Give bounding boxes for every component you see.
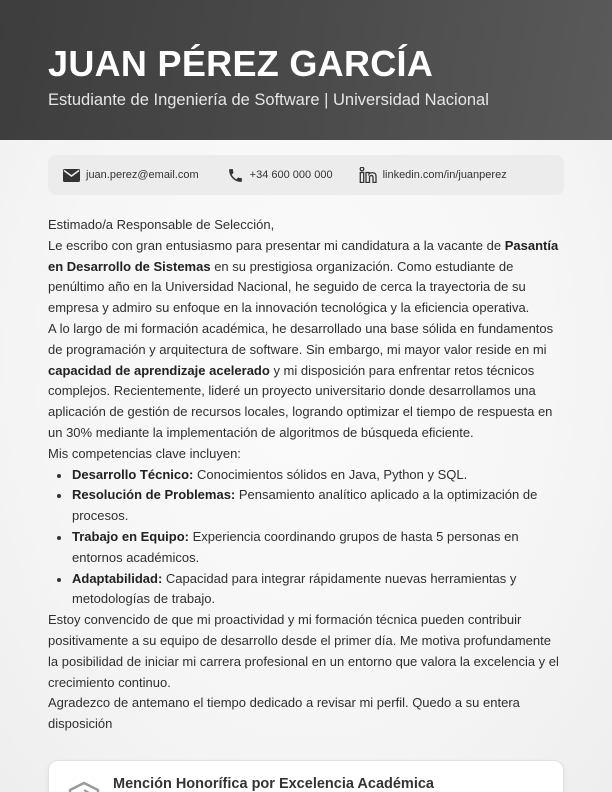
competency-item: Adaptabilidad: Capacidad para integrar rápidamente nuevas herramientas y metodologías de trabajo.	[72, 569, 564, 611]
contact-email[interactable]	[63, 169, 199, 182]
phone-icon	[227, 167, 244, 184]
contact-phone[interactable]	[227, 167, 333, 184]
envelope-icon	[63, 169, 80, 182]
email-text: juan.perez@email.com	[86, 169, 199, 181]
linkedin-text: linkedin.com/in/juanperez	[382, 169, 507, 181]
target-position: Pasantía en Desarrollo de Sistemas	[48, 237, 559, 274]
candidate-subtitle: Estudiante de Ingeniería de Software | Universidad Nacional	[48, 91, 489, 109]
contact-linkedin[interactable]	[359, 167, 507, 183]
letter-paragraph-1: Le escribo con gran entusiasmo para presentar mi candidatura a la vacante de Pasantía en Desarrollo de Sistemas en su prestigiosa organización. Como estudiante de penúltimo año en la Universidad Nacional, he seguido de cerca la trayectoria de su empresa y admiro su enfoque en la innovación tecnológica y la eficiencia operativa.	[48, 237, 559, 316]
letter-paragraph-2: A lo largo de mi formación académica, he desarrollado una base sólida en fundamentos de programación y arquitectura de software. Sin embargo, mi mayor valor reside en mi capacidad de aprendizaje acelerado y mi disposición para enfrentar retos técnicos complejos. Recientemente, lideré un proyecto universitario donde desarrollamos una aplicación de gestión de recursos locales, logrando optimizar el tiempo de respuesta en un 30% mediante la implementación de algoritmos de búsqueda eficiente.	[48, 320, 554, 440]
candidate-name: JUAN PÉREZ GARCÍA	[48, 43, 434, 84]
contact-bar	[48, 155, 564, 195]
letter-paragraph-4: Agradezco de antemano el tiempo dedicado a revisar mi perfil. Quedo a su entera disposición	[48, 695, 520, 732]
competencies-list	[48, 465, 564, 611]
letter-paragraph-3: Estoy convencido de que mi proactividad y mi formación técnica pueden contribuir positivamente a su equipo de desarrollo desde el primer día. Me motiva profundamente la posibilidad de iniciar mi carrera profesional en un entorno que valora la excelencia y el crecimiento continuo.	[48, 612, 559, 690]
award-card	[48, 760, 564, 792]
competency-item: Desarrollo Técnico: Conocimientos sólidos en Java, Python y SQL.	[72, 465, 564, 486]
competency-item: Trabajo en Equipo: Experiencia coordinando grupos de hasta 5 personas en entornos académicos.	[72, 527, 564, 569]
letter-greeting: Estimado/a Responsable de Selección,	[48, 217, 275, 232]
linkedin-icon	[359, 167, 377, 183]
competency-item: Resolución de Problemas: Pensamiento analítico aplicado a la optimización de procesos.	[72, 485, 564, 527]
header-banner	[0, 0, 612, 140]
award-badge-icon	[67, 781, 101, 792]
cover-letter-body	[48, 215, 564, 735]
phone-text: +34 600 000 000	[249, 169, 333, 181]
award-title: Mención Honorífica por Excelencia Académica	[113, 776, 434, 792]
key-strength: capacidad de aprendizaje acelerado	[48, 362, 270, 378]
competencies-intro: Mis competencias clave incluyen:	[48, 445, 241, 461]
